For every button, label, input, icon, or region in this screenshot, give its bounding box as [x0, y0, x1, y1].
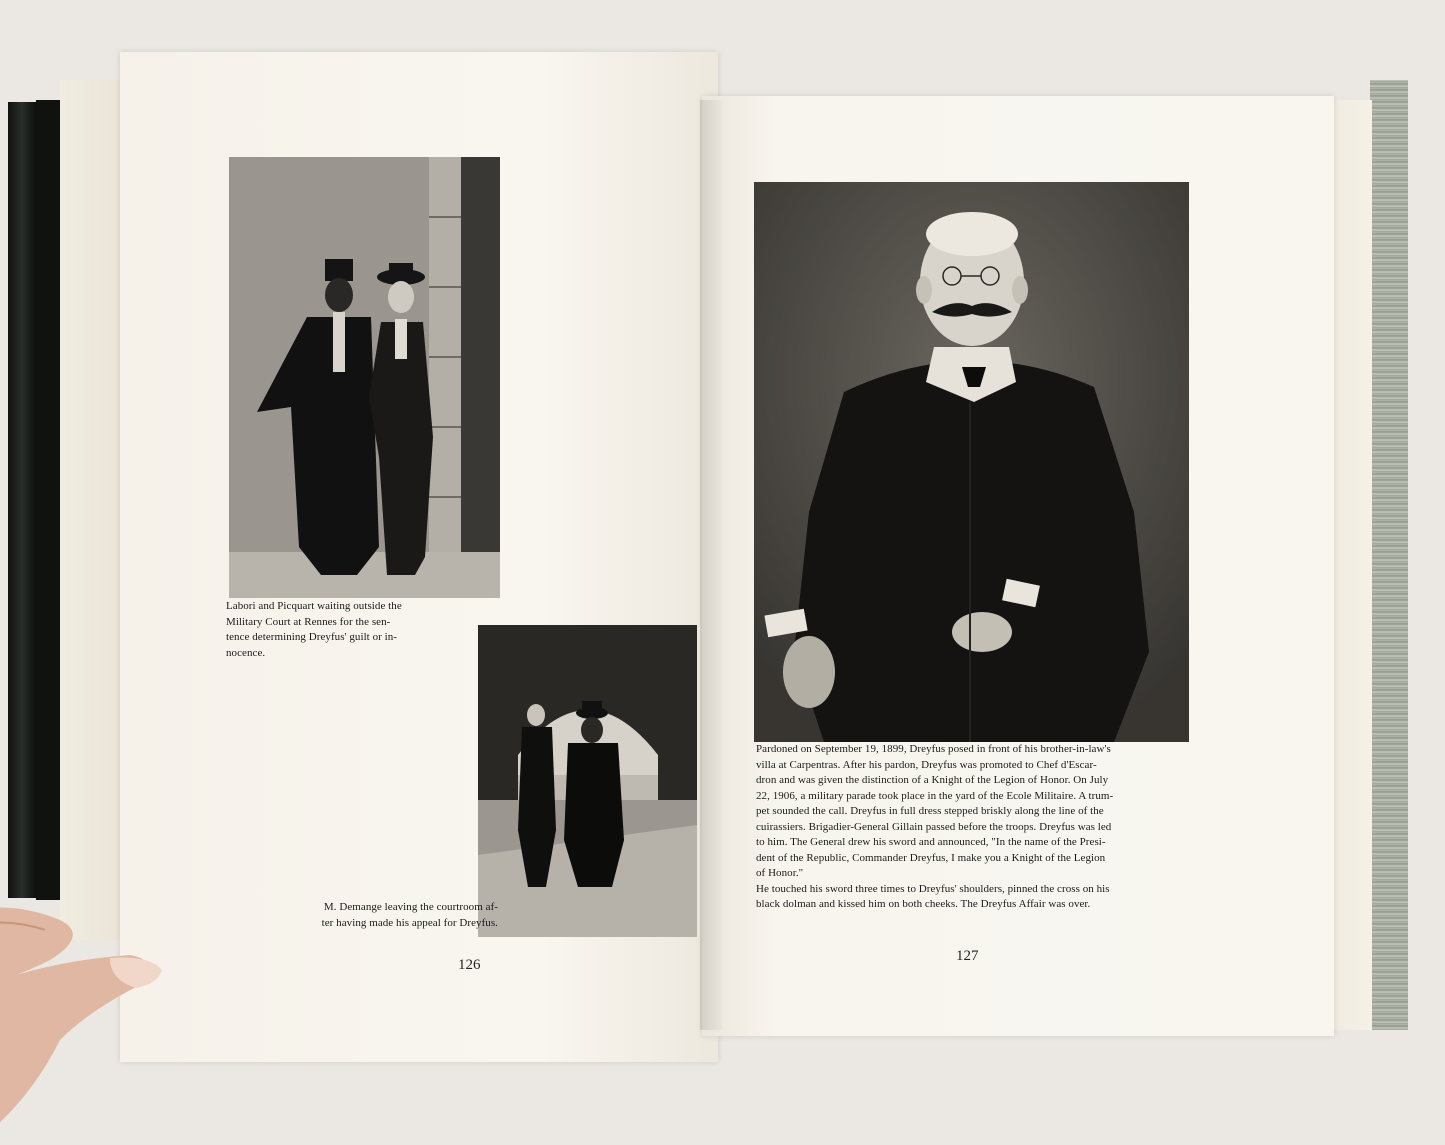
- book-cover-right: [1370, 80, 1408, 1030]
- caption-paragraph: Pardoned on September 19, 1899, Dreyfus posed in front of his brother-in-law's villa at Carpentras. After his pardon, Dreyfus was promoted to Chef d'Escar- dron and was given the distinction of a Knight of the Legion of Honor. On July 22, 1906, a military parade took place in the yard of the Ecole Militaire. A trum- pet sounded the call. Dreyfus in full dress stepped briskly along the line of the cuirassiers. Brigadier-General Gillain passed before the troops. Dreyfus was led to him. The General drew his sword and announced, "In the name of the Presi- dent of the Republic, Commander Dreyfus, I make you a Knight of the Legion of Honor.": [756, 743, 1114, 879]
- caption-text: M. Demange leaving the courtroom af- ter having made his appeal for Dreyfus.: [321, 901, 498, 929]
- hand: [0, 900, 200, 1140]
- photo-labori-picquart: [229, 157, 500, 598]
- book-cover-spine: [8, 102, 36, 898]
- caption-dreyfus: [756, 742, 1196, 913]
- caption-labori-picquart: [226, 599, 436, 661]
- book-gutter: [700, 100, 722, 1030]
- photo-dreyfus-portrait: [754, 182, 1189, 742]
- right-page: [702, 96, 1334, 1036]
- left-page: [120, 52, 718, 1062]
- photo-demange: [478, 625, 697, 937]
- caption-paragraph: He touched his sword three times to Dreyfus' shoulders, pinned the cross on his black dolman and kissed him on both cheeks. The Dreyfus Affair was over.: [756, 882, 1110, 910]
- caption-demange: [268, 900, 498, 931]
- page-number-left: 126: [458, 957, 481, 973]
- page-number-right: 127: [956, 948, 979, 964]
- caption-text: Labori and Picquart waiting outside the Military Court at Rennes for the sen- tence determining Dreyfus' guilt or in- nocence.: [226, 600, 402, 659]
